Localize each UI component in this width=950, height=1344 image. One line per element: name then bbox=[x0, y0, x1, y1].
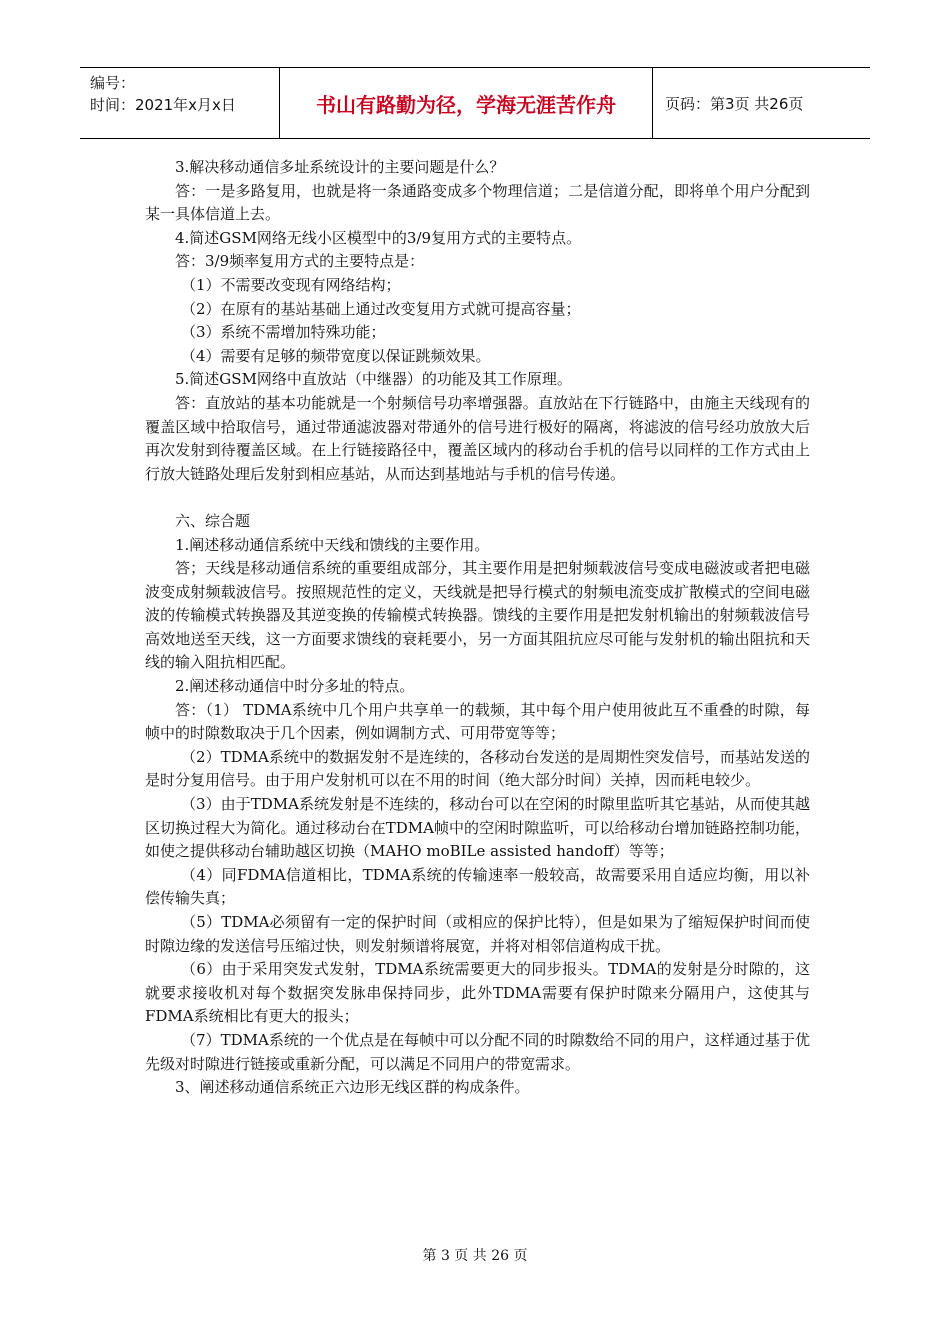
question-4: 4.简述GSM网络无线小区模型中的3/9复用方式的主要特点。 bbox=[175, 228, 582, 247]
section6-answer-2-item-5: （5）TDMA必须留有一定的保护时间（或相应的保护比特），但是如果为了缩短保护时间而使时隙边缘的发送信号压缩过快，则发射频谱将展宽，并将对相邻信道构成干扰。 bbox=[145, 913, 810, 955]
answer-3: 答：一是多路复用，也就是将一条通路变成多个物理信道；二是信道分配，即将单个用户分配到某一具体信道上去。 bbox=[145, 181, 810, 224]
header-meta bbox=[80, 68, 280, 138]
section6-question-2: 2.阐述移动通信中时分多址的特点。 bbox=[175, 677, 415, 696]
answer-5: 答：直放站的基本功能就是一个射频信号功率增强器。直放站在下行链路中，由施主天线现有的覆盖区域中拾取信号，通过带通滤波器对带通外的信号进行极好的隔离，将滤波的信号经功放放大后再次发射到待覆盖区域。在上行链接路径中，覆盖区域内的移动台手机的信号以同样的工作方式由上行放大链路处理后发射到相应基站，从而达到基地站与手机的信号传递。 bbox=[145, 393, 810, 483]
section6-question-3: 3、阐述移动通信系统正六边形无线区群的构成条件。 bbox=[175, 1078, 530, 1097]
answer-4-item-4: （4）需要有足够的频带宽度以保证跳频效果。 bbox=[181, 346, 491, 365]
answer-4-item-3: （3）系统不需增加特殊功能； bbox=[181, 323, 386, 342]
section-heading-6: 六、综合题 bbox=[175, 511, 251, 530]
section6-answer-1: 答；天线是移动通信系统的重要组成部分，其主要作用是把射频载波信号变成电磁波或者把电磁波变成射频载波信号。按照规范性的定义，天线就是把导行模式的射频电流变成扩散模式的空间电磁波的传输模式转换器及其逆变换的传输模式转换器。馈线的主要作用是把发射机输出的射频载波信号高效地送至天线，这一方面要求馈线的衰耗要小，另一方面其阻抗应尽可能与发射机的输出阻抗和天线的输入阻抗相匹配。 bbox=[145, 559, 810, 672]
answer-4: 答：3/9频率复用方式的主要特点是： bbox=[175, 252, 425, 271]
document-body bbox=[145, 156, 810, 1100]
number-label: 编号： bbox=[90, 74, 136, 92]
question-3: 3.解决移动通信多址系统设计的主要问题是什么？ bbox=[175, 158, 505, 176]
time-label: 时间：2021年x月x日 bbox=[90, 96, 236, 114]
header-page-number: 页码：第3页 共26页 bbox=[665, 94, 804, 113]
section6-answer-2-item-6: （6）由于采用突发式发射，TDMA系统需要更大的同步报头。TDMA的发射是分时隙的，这就要求接收机对每个数据突发脉串保持同步，此外TDMA需要有保护时隙来分隔用户，这使其与FDMA系统相比有更大的报头； bbox=[145, 960, 810, 1026]
section6-answer-2-item-7: （7）TDMA系统的一个优点是在每帧中可以分配不同的时隙数给不同的用户，这样通过基于优先级对时隙进行链接或重新分配，可以满足不同用户的带宽需求。 bbox=[145, 1030, 810, 1073]
page-footer: 第 3 页 共 26 页 bbox=[422, 1248, 528, 1264]
section6-answer-2-item-4: （4）同FDMA信道相比，TDMA系统的传输速率一般较高，故需要采用自适应均衡，用以补偿传输失真； bbox=[145, 865, 810, 908]
answer-4-item-1: （1）不需要改变现有网络结构； bbox=[181, 275, 401, 294]
question-5: 5.简述GSM网络中直放站（中继器）的功能及其工作原理。 bbox=[175, 370, 572, 389]
section6-answer-2-item-1: 答：（1） TDMA系统中几个用户共享单一的载频，其中每个用户使用彼此互不重叠的时隙，每帧中的时隙数取决于几个因素，例如调制方式、可用带宽等等； bbox=[145, 700, 810, 743]
section6-answer-2-item-3: （3）由于TDMA系统发射是不连续的，移动台可以在空闲的时隙里监听其它基站，从而使其越区切换过程大为简化。通过移动台在TDMA帧中的空闲时隙监听，可以给移动台增加链路控制功能，如使之提供移动台辅助越区切换（MAHO moBILe assisted handoff）等等； bbox=[145, 795, 810, 861]
section6-answer-2-item-2: （2）TDMA系统中的数据发射不是连续的，各移动台发送的是周期性突发信号，而基站发送的是时分复用信号。由于用户发射机可以在不用的时间（绝大部分时间）关掉，因而耗电较少。 bbox=[145, 747, 810, 790]
page-header bbox=[80, 67, 870, 139]
answer-4-item-2: （2）在原有的基站基础上通过改变复用方式就可提高容量； bbox=[181, 299, 581, 318]
header-motto: 书山有路勤为径，学海无涯苦作舟 bbox=[280, 68, 653, 138]
section6-question-1: 1.阐述移动通信系统中天线和馈线的主要作用。 bbox=[175, 535, 490, 554]
